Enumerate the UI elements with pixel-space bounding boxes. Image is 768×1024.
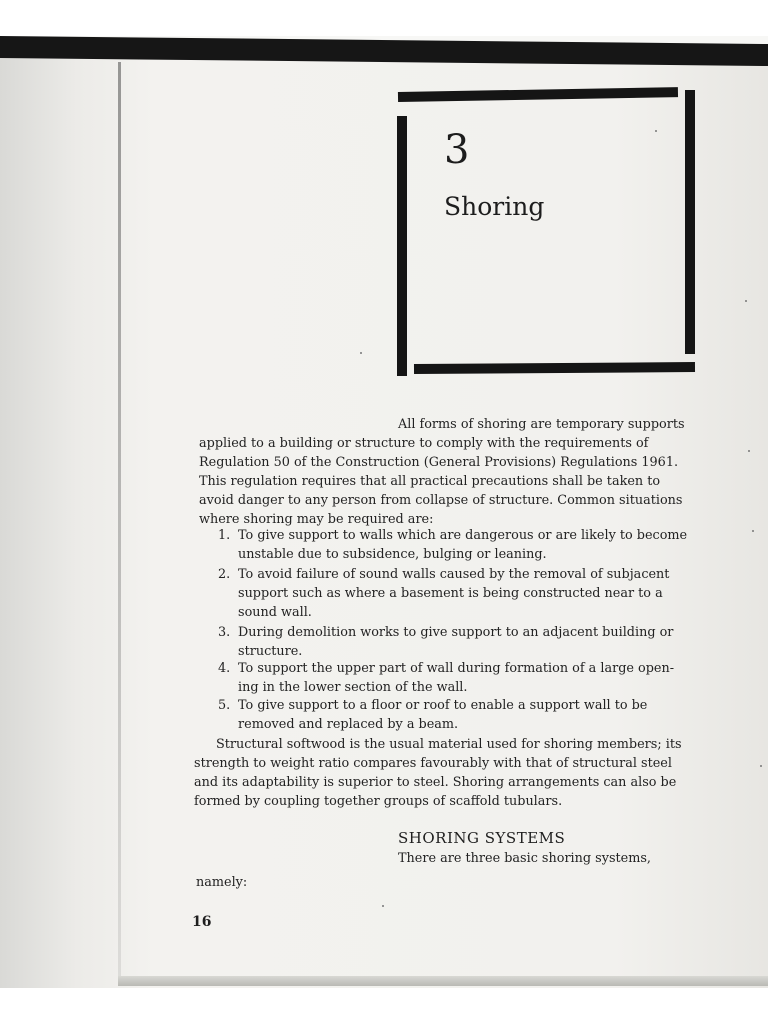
- materials-line: and its adaptability is superior to steel. Shoring arrangements can also be: [194, 775, 677, 790]
- list-item-line: To avoid failure of sound walls caused by the removal of subjacent: [238, 567, 670, 582]
- list-item-line: To give support to a floor or roof to enable a support wall to be: [238, 698, 648, 713]
- scan-speck: [745, 300, 747, 302]
- section-heading: SHORING SYSTEMS: [398, 829, 566, 847]
- materials-line: strength to weight ratio compares favourably with that of structural steel: [194, 756, 672, 771]
- list-item-number: 5.: [218, 698, 231, 713]
- intro-line: This regulation requires that all practical precautions shall be taken to: [199, 474, 661, 489]
- list-item-line: structure.: [238, 644, 303, 659]
- scan-speck: [760, 765, 762, 767]
- list-item-line: To give support to walls which are dangerous or are likely to become: [238, 528, 688, 543]
- page-fold-shadow: [118, 62, 121, 986]
- list-item-line: support such as where a basement is being constructed near to a: [238, 586, 663, 601]
- chapter-title: Shoring: [444, 192, 545, 221]
- list-item-number: 2.: [218, 567, 231, 582]
- chapter-frame-right: [685, 90, 695, 354]
- intro-line: applied to a building or structure to comply with the requirements of: [199, 436, 649, 451]
- list-item-line: During demolition works to give support to an adjacent building or: [238, 625, 674, 640]
- section-line: namely:: [196, 875, 248, 890]
- list-item-line: ing in the lower section of the wall.: [238, 680, 468, 695]
- materials-line: formed by coupling together groups of scaffold tubulars.: [194, 794, 563, 809]
- scan-speck: [382, 905, 384, 907]
- scan-speck: [360, 352, 362, 354]
- chapter-frame-bottom: [414, 362, 695, 374]
- section-line: There are three basic shoring systems,: [398, 851, 652, 866]
- scan-speck: [748, 450, 750, 452]
- intro-line: Regulation 50 of the Construction (General Provisions) Regulations 1961.: [199, 455, 679, 470]
- scan-speck: [655, 130, 657, 132]
- scan-speck: [752, 530, 754, 532]
- list-item-number: 4.: [218, 661, 231, 676]
- list-item-line: removed and replaced by a beam.: [238, 717, 459, 732]
- list-item-line: To support the upper part of wall during formation of a large open-: [238, 661, 675, 676]
- list-item-number: 1.: [218, 528, 231, 543]
- list-item-number: 3.: [218, 625, 231, 640]
- intro-line: All forms of shoring are temporary supports: [398, 417, 685, 432]
- scan-bottom-margin: [0, 988, 768, 1024]
- scan-top-margin: [0, 0, 768, 36]
- page-bottom-edge: [118, 976, 768, 986]
- intro-line: avoid danger to any person from collapse of structure. Common situations: [199, 493, 683, 508]
- list-item-line: unstable due to subsidence, bulging or leaning.: [238, 547, 547, 562]
- intro-line: where shoring may be required are:: [199, 512, 434, 527]
- page-number: 16: [192, 914, 212, 930]
- materials-line: Structural softwood is the usual material used for shoring members; its: [216, 737, 682, 752]
- list-item-line: sound wall.: [238, 605, 312, 620]
- chapter-frame-left: [397, 116, 407, 376]
- chapter-number: 3: [444, 127, 470, 173]
